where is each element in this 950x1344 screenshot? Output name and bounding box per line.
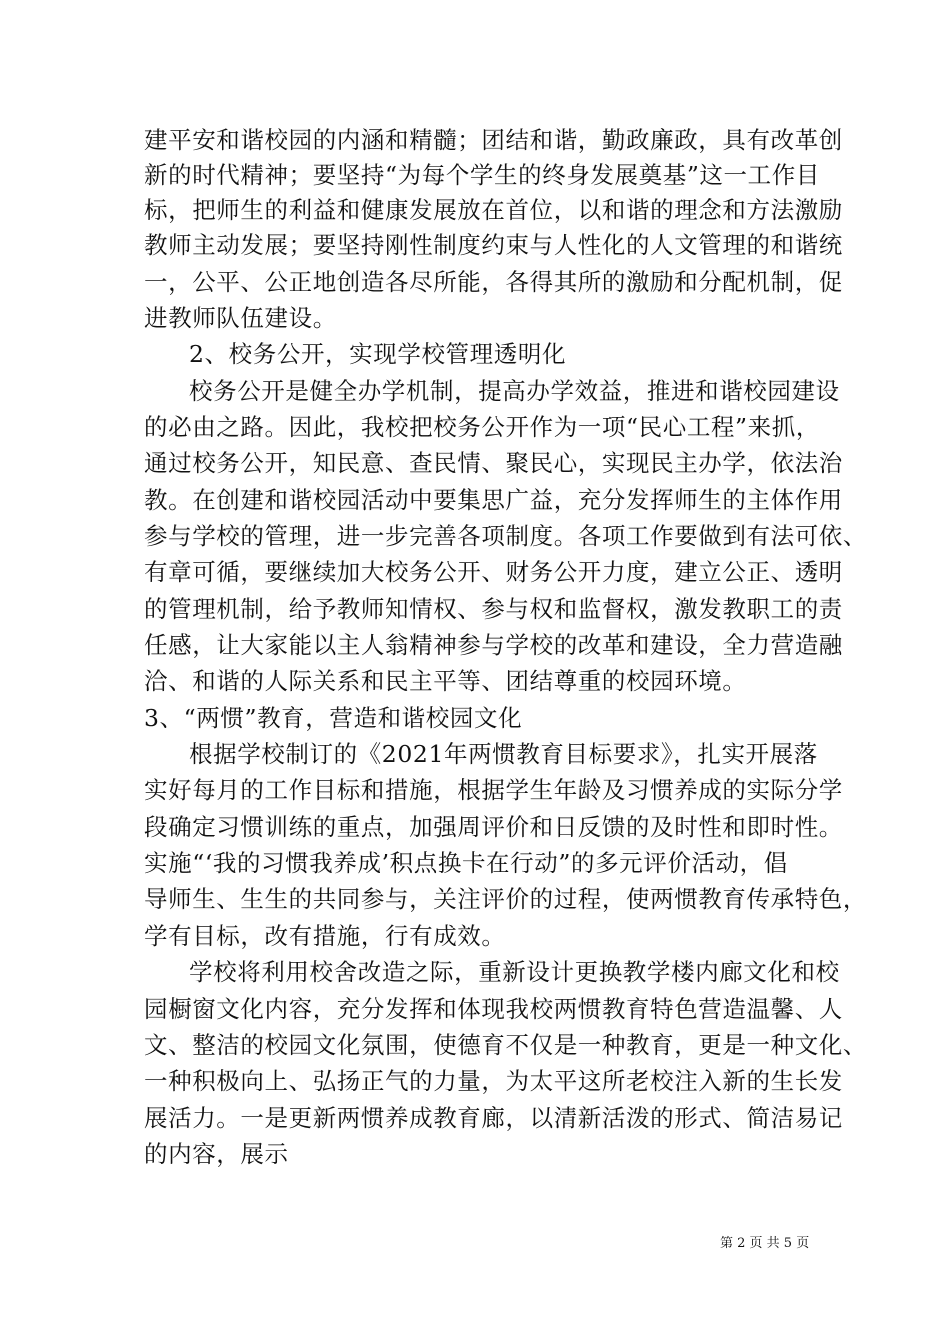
text-line: 的必由之路。因此，我校把校务公开作为一项“民心工程”来抓， <box>144 413 820 441</box>
text-line: 任感，让大家能以主人翁精神参与学校的改革和建设，全力营造融 <box>144 631 843 659</box>
text-line: 建平安和谐校园的内涵和精髓；团结和谐，勤政廉政，具有改革创 <box>144 126 843 154</box>
text-line: 实好每月的工作目标和措施，根据学生年龄及习惯养成的实际分学 <box>144 776 843 804</box>
text-line: 学校将利用校舍改造之际，重新设计更换教学楼内廊文化和校 <box>189 958 840 986</box>
text-line: 实施“‘我的习惯我养成’积点换卡在行动”的多元评价活动，倡 <box>144 849 788 877</box>
text-line: 学有目标，改有措施，行有成效。 <box>144 922 506 950</box>
text-line: 教。在创建和谐校园活动中要集思广益，充分发挥师生的主体作用 <box>144 486 843 514</box>
text-line: 园橱窗文化内容，充分发挥和体现我校两惯教育特色营造温馨、人 <box>144 995 843 1023</box>
text-line: 一种积极向上、弘扬正气的力量，为太平这所老校注入新的生长发 <box>144 1067 843 1095</box>
text-line: 的管理机制，给予教师知情权、参与权和监督权，激发教职工的责 <box>144 595 843 623</box>
text-line: 有章可循，要继续加大校务公开、财务公开力度，建立公正、透明 <box>144 558 843 586</box>
text-line: 一，公平、公正地创造各尽所能，各得其所的激励和分配机制，促 <box>144 268 843 296</box>
text-line: 标，把师生的利益和健康发展放在首位，以和谐的理念和方法激励 <box>144 196 843 224</box>
text-line: 洽、和谐的人际关系和民主平等、团结尊重的校园环境。 <box>144 667 747 695</box>
text-line: 3、“两惯”教育，营造和谐校园文化 <box>144 704 523 732</box>
text-line: 校务公开是健全办学机制，提高办学效益，推进和谐校园建设 <box>189 377 840 405</box>
text-line: 新的时代精神；要坚持“为每个学生的终身发展奠基”这一工作目 <box>144 161 820 189</box>
text-line: 通过校务公开，知民意、查民情、聚民心，实现民主办学，依法治 <box>144 449 843 477</box>
text-line: 展活力。一是更新两惯养成教育廊，以清新活泼的形式、简洁易记 <box>144 1104 843 1132</box>
text-line: 段确定习惯训练的重点，加强周评价和日反馈的及时性和即时性。 <box>144 813 843 841</box>
text-line: 文、整洁的校园文化氛围，使德育不仅是一种教育，更是一种文化、 <box>144 1031 867 1059</box>
text-line: 导师生、生生的共同参与，关注评价的过程，使两惯教育传承特色， <box>144 885 867 913</box>
section-heading: 2、校务公开，实现学校管理透明化 <box>189 340 567 368</box>
text-line: 进教师队伍建设。 <box>144 304 337 332</box>
text-line: 参与学校的管理，进一步完善各项制度。各项工作要做到有法可依、 <box>144 522 867 550</box>
text-line: 的内容，展示 <box>144 1140 289 1168</box>
page-number: 第 2 页 共 5 页 <box>720 1236 810 1251</box>
text-line: 教师主动发展；要坚持刚性制度约束与人性化的人文管理的和谐统 <box>144 231 843 259</box>
section-heading: 根据学校制订的《2021年两惯教育目标要求》，扎实开展落 <box>189 740 818 768</box>
